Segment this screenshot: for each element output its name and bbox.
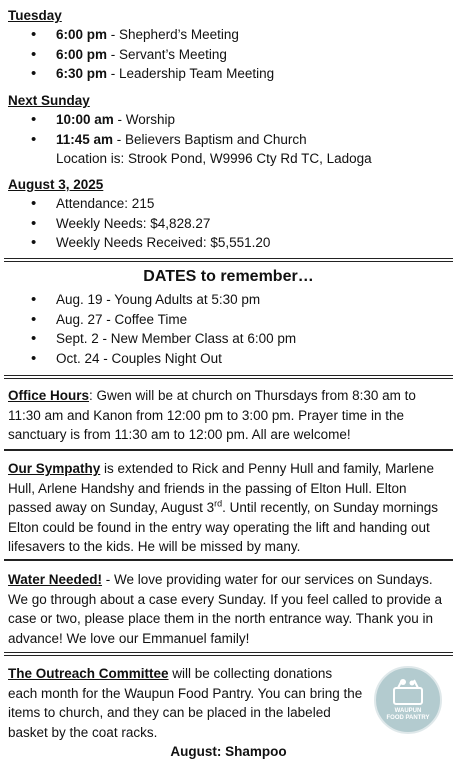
outreach-label: The Outreach Committee (8, 666, 169, 681)
office-hours-section (8, 386, 449, 445)
logo-line1: WAUPUN (394, 708, 422, 714)
dates-list (8, 290, 449, 368)
list-item: • Aug. 19 - Young Adults at 5:30 pm (8, 290, 449, 310)
list-item: • Weekly Needs: $4,828.27 (8, 214, 449, 234)
dates-section (8, 290, 449, 368)
list-item: • Weekly Needs Received: $5,551.20 (8, 233, 449, 253)
list-item: • Oct. 24 - Couples Night Out (8, 349, 449, 369)
food-pantry-logo (374, 666, 442, 734)
august3-heading: August 3, 2025 (8, 177, 104, 192)
office-hours-label: Office Hours (8, 388, 90, 403)
divider (4, 449, 453, 451)
divider (4, 652, 453, 656)
august3-section (8, 177, 449, 253)
list-item: • Aug. 27 - Coffee Time (8, 310, 449, 330)
logo-line2: FOOD PANTRY (386, 715, 430, 721)
tuesday-section (8, 8, 449, 84)
divider (4, 375, 453, 379)
pantry-basket-icon (376, 668, 440, 732)
outreach-section: The Outreach Committee will be collecting donations each month for the Waupun Food Pantry. You can bring the items to church, and they can be placed in the labeled basket by the coat racks. (8, 666, 363, 740)
list-item: • Sept. 2 - New Member Class at 6:00 pm (8, 329, 449, 349)
tuesday-heading: Tuesday (8, 8, 62, 23)
location-line: Location is: Strook Pond, W9996 Cty Rd TC, Ladoga (56, 151, 372, 166)
next-sunday-section (8, 93, 449, 168)
august3-list (8, 194, 449, 253)
office-hours-text: : Gwen will be at church on Thursdays from 8:30 am to 11:30 am and Kanon from 12:00 pm to 3:00 pm. Prayer time in the sanctuary is from 11:30 am to 12:00 pm. All are welcome! (8, 388, 416, 442)
list-item: • 10:00 am - Worship (8, 110, 449, 130)
list-item: • Attendance: 215 (8, 194, 449, 214)
list-item: • 6:30 pm - Leadership Team Meeting (8, 64, 449, 84)
list-item: • 11:45 am - Believers Baptism and Church Location is: Strook Pond, W9996 Cty Rd TC, Ladoga (8, 130, 449, 169)
list-item: • 6:00 pm - Shepherd’s Meeting (8, 25, 449, 45)
sympathy-label: Our Sympathy (8, 461, 101, 476)
dates-title: DATES to remember… (143, 268, 314, 285)
water-label: Water Needed! (8, 572, 103, 587)
water-section: Water Needed! - We love providing water for our services on Sundays. We go through about a case every Sunday. If you feel called to provide a case or two, please place them in the north entrance way. Thank you in advance! We love our Emmanuel family! (8, 572, 443, 646)
next-sunday-list (8, 110, 449, 168)
divider (4, 559, 453, 561)
monthly-item: August: Shampoo (170, 744, 287, 759)
sympathy-section: Our Sympathy is extended to Rick and Penny Hull and family, Marlene Hull, Arlene Handshy and friends in the passing of Elton Hull. Elton passed away on Sunday, August 3rd. Until recently, on Sunday mornings Elton could be found in the entry way operating the lift and handing out lifesavers to the kids. He will be missed by many. (8, 461, 439, 554)
next-sunday-heading: Next Sunday (8, 93, 90, 108)
divider (4, 258, 453, 262)
tuesday-list (8, 25, 449, 84)
list-item: • 6:00 pm - Servant’s Meeting (8, 45, 449, 65)
